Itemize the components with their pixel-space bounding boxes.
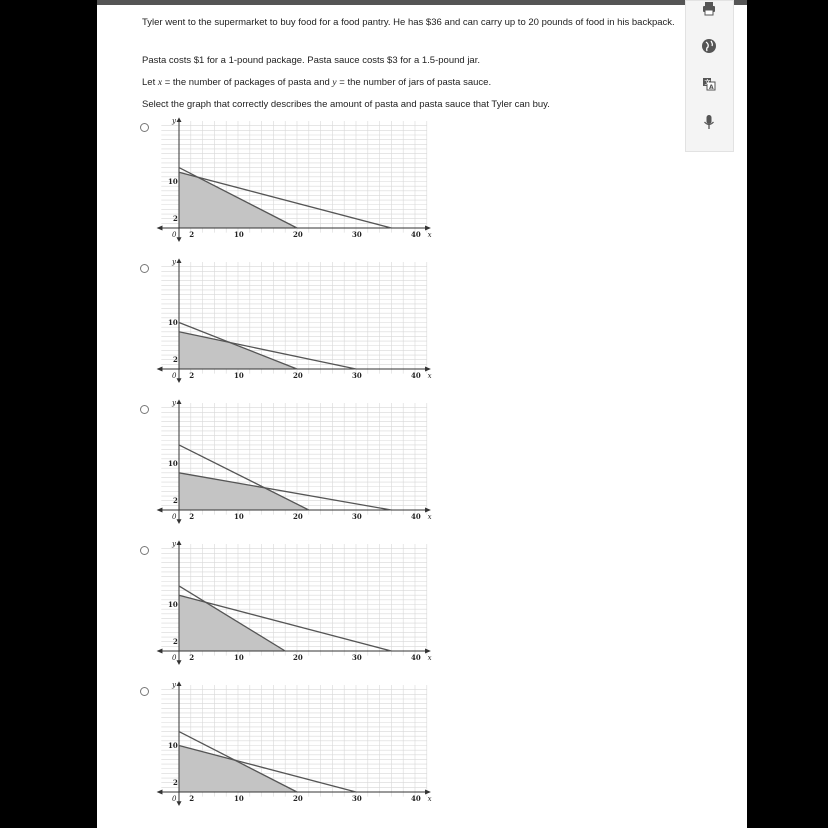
origin-label: 0 — [172, 513, 177, 521]
x-tick-label: 10 — [234, 794, 244, 803]
top-bar — [97, 0, 747, 5]
y-tick-label: 10 — [168, 459, 178, 468]
x-axis-label: x — [427, 231, 432, 239]
y-tick-label: 2 — [173, 355, 178, 365]
y-axis-arrow-up — [177, 399, 182, 404]
x-tick-label: 20 — [293, 653, 303, 662]
y-tick-label: 2 — [173, 637, 178, 647]
origin-label: 0 — [172, 654, 177, 662]
x-tick-label: 30 — [352, 512, 362, 521]
origin-label: 0 — [172, 795, 177, 803]
radio-button-a[interactable] — [140, 123, 149, 132]
radio-button-b[interactable] — [140, 264, 149, 273]
answer-option-a[interactable] — [140, 117, 440, 257]
x-axis-arrow-left — [157, 790, 163, 795]
tool-panel — [685, 0, 734, 152]
y-axis-label: y — [172, 399, 176, 408]
x-axis-arrow-left — [157, 508, 163, 513]
x-tick-label: 2 — [189, 512, 195, 521]
x-tick-label: 10 — [234, 230, 244, 239]
y-tick-label: 10 — [168, 600, 178, 609]
answer-option-d[interactable] — [140, 540, 440, 680]
x-tick-label: 20 — [293, 230, 303, 239]
x-tick-label: 30 — [352, 794, 362, 803]
x-axis-arrow-left — [157, 226, 163, 231]
x-tick-label: 40 — [411, 512, 421, 521]
x-tick-label: 20 — [293, 371, 303, 380]
x-axis-arrow-right — [425, 508, 431, 513]
graph-a — [149, 117, 432, 253]
y-axis-arrow-down — [177, 801, 182, 806]
question-costs: Pasta costs $1 for a 1-pound package. Pasta sauce costs $3 for a 1.5-pound jar. — [142, 55, 480, 66]
x-axis-arrow-left — [157, 649, 163, 654]
x-axis-arrow-right — [425, 367, 431, 372]
x-axis-arrow-right — [425, 649, 431, 654]
y-axis-label: y — [172, 117, 176, 126]
x-tick-label: 2 — [189, 371, 195, 380]
x-tick-label: 10 — [234, 371, 244, 380]
question-intro: Tyler went to the supermarket to buy food for a food pantry. He has $36 and can carry up to 20 pounds of food in his backpack. — [142, 17, 675, 28]
y-axis-arrow-up — [177, 681, 182, 686]
x-tick-label: 10 — [234, 653, 244, 662]
answer-option-c[interactable] — [140, 399, 440, 539]
graph-c — [149, 399, 432, 535]
y-axis-arrow-down — [177, 237, 182, 242]
y-axis-arrow-down — [177, 378, 182, 383]
x-axis-arrow-left — [157, 367, 163, 372]
question-page — [97, 0, 747, 828]
x-tick-label: 30 — [352, 230, 362, 239]
y-axis-label: y — [172, 540, 176, 549]
origin-label: 0 — [172, 231, 177, 239]
svg-text:文: 文 — [704, 79, 711, 87]
y-axis-arrow-up — [177, 540, 182, 545]
x-tick-label: 30 — [352, 371, 362, 380]
x-tick-label: 2 — [189, 794, 195, 803]
svg-text:A: A — [709, 84, 714, 91]
y-tick-label: 2 — [173, 778, 178, 788]
question-variables: Let x = the number of packages of pasta and y = the number of jars of pasta sauce. — [142, 77, 492, 88]
printer-icon[interactable] — [697, 0, 721, 21]
y-axis-arrow-up — [177, 258, 182, 263]
x-tick-label: 20 — [293, 794, 303, 803]
x-tick-label: 10 — [234, 512, 244, 521]
x-tick-label: 40 — [411, 371, 421, 380]
x-axis-arrow-right — [425, 790, 431, 795]
y-tick-label: 10 — [168, 741, 178, 750]
x-axis-label: x — [427, 654, 432, 662]
radio-button-e[interactable] — [140, 687, 149, 696]
x-axis-label: x — [427, 795, 432, 803]
graph-d — [149, 540, 432, 676]
x-tick-label: 40 — [411, 653, 421, 662]
translate-icon[interactable] — [697, 72, 721, 96]
microphone-icon[interactable] — [697, 110, 721, 134]
radio-button-c[interactable] — [140, 405, 149, 414]
y-axis-label: y — [172, 258, 176, 267]
y-tick-label: 10 — [168, 177, 178, 186]
y-tick-label: 10 — [168, 318, 178, 327]
x-tick-label: 2 — [189, 230, 195, 239]
y-axis-arrow-down — [177, 660, 182, 665]
x-tick-label: 20 — [293, 512, 303, 521]
y-axis-label: y — [172, 681, 176, 690]
x-axis-arrow-right — [425, 226, 431, 231]
y-tick-label: 2 — [173, 214, 178, 224]
globe-icon[interactable] — [697, 34, 721, 58]
answer-option-e[interactable] — [140, 681, 440, 821]
x-tick-label: 40 — [411, 230, 421, 239]
answer-option-b[interactable] — [140, 258, 440, 398]
x-tick-label: 40 — [411, 794, 421, 803]
graph-e — [149, 681, 432, 817]
x-axis-label: x — [427, 372, 432, 380]
question-prompt: Select the graph that correctly describes the amount of pasta and pasta sauce that Tyler can buy. — [142, 99, 550, 110]
y-axis-arrow-up — [177, 117, 182, 122]
x-tick-label: 2 — [189, 653, 195, 662]
graph-b — [149, 258, 432, 394]
x-axis-label: x — [427, 513, 432, 521]
y-tick-label: 2 — [173, 496, 178, 506]
origin-label: 0 — [172, 372, 177, 380]
y-axis-arrow-down — [177, 519, 182, 524]
radio-button-d[interactable] — [140, 546, 149, 555]
x-tick-label: 30 — [352, 653, 362, 662]
